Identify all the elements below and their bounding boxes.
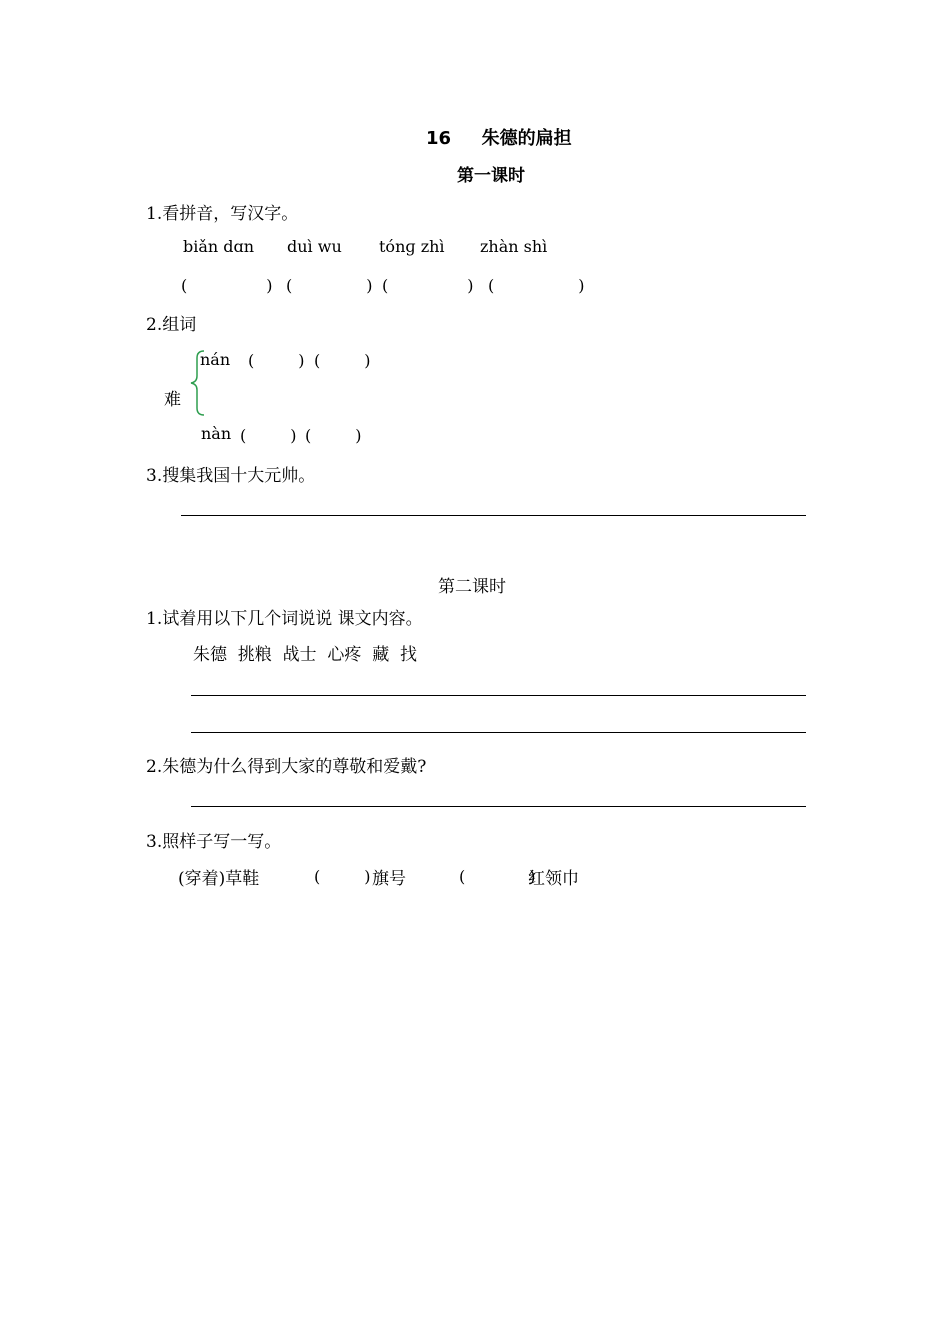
word-blank-4[interactable]: ( ) [305, 426, 366, 445]
reading-nan2: nán [200, 350, 231, 369]
p1-q2-prompt: 2.组词 [146, 315, 197, 335]
word-blank-1[interactable]: ( ) [248, 351, 309, 370]
reading-nan4: nàn [201, 424, 232, 443]
p2-q3-blank-1[interactable]: ( ) [314, 867, 375, 886]
target-char: 难 [164, 390, 181, 410]
lesson-number: 16 [426, 128, 452, 149]
answer-blank-4[interactable]: ( ) [488, 276, 589, 295]
p2-q3-prompt: 3.照样子写一写。 [146, 832, 282, 852]
answer-line-2[interactable] [191, 695, 806, 696]
lesson-title [426, 124, 572, 150]
word-blank-3[interactable]: ( ) [240, 426, 301, 445]
p2-q1-words: 朱德 挑粮 战士 心疼 藏 找 [193, 645, 418, 665]
p2-q3-item-2: 红领巾 [528, 869, 579, 889]
pinyin-3: tónɡ zhì [379, 237, 445, 256]
lesson-name: 朱德的扁担 [481, 128, 572, 149]
p2-q3-item-1: 旗号 [372, 869, 406, 889]
p2-q3-example: (穿着)草鞋 [178, 869, 260, 889]
answer-line-4[interactable] [191, 806, 806, 807]
word-blank-2[interactable]: ( ) [314, 351, 375, 370]
p1-q3-prompt: 3.搜集我国十大元帅。 [146, 466, 316, 486]
answer-line-1[interactable] [181, 515, 806, 516]
p2-q1-prompt: 1.试着用以下几个词说说 课文内容。 [146, 609, 423, 629]
pinyin-2: duì wu [287, 237, 342, 256]
pinyin-1: biǎn dɑn [183, 237, 255, 256]
answer-blank-2[interactable]: ( ) [286, 276, 375, 295]
p2-q2-prompt: 2.朱德为什么得到大家的尊敬和爱戴? [146, 757, 427, 777]
p1-q1-prompt: 1.看拼音，写汉字。 [146, 204, 299, 224]
period2-title: 第二课时 [438, 577, 506, 597]
p2-q3-blank-2[interactable]: ( ) [459, 867, 540, 886]
answer-blank-1[interactable]: ( ) [181, 276, 276, 295]
period1-title: 第一课时 [457, 166, 525, 186]
pinyin-4: zhàn shì [480, 237, 548, 256]
answer-blank-3[interactable]: ( ) [382, 276, 477, 295]
answer-line-3[interactable] [191, 732, 806, 733]
